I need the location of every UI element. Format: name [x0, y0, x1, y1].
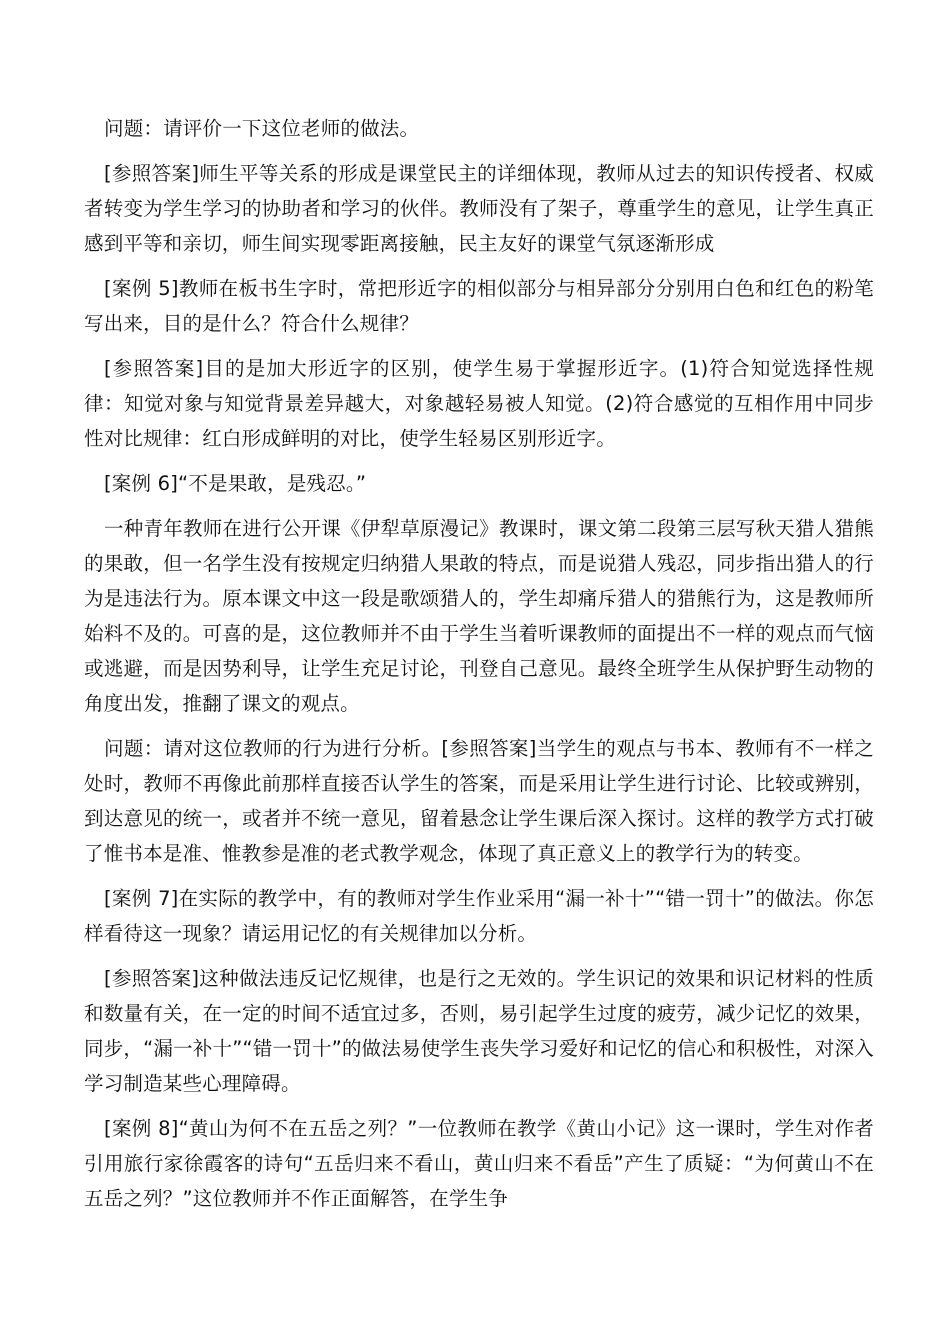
paragraph-question-evaluate: 问题：请评价一下这位老师的做法。: [104, 117, 420, 140]
paragraph-case-5: [案例 5]教师在板书生字时，常把形近字的相似部分与相异部分分别用白色和红色的粉笔写出来，目的是什么？符合什么规律？: [84, 277, 874, 335]
paragraph-case-7: [案例 7]在实际的教学中，有的教师对学生作业采用“漏一补十”“错一罚十”的做法。你怎样看待这一现象？请运用记忆的有关规律加以分析。: [84, 887, 874, 945]
paragraph-case-8: [案例 8]“黄山为何不在五岳之列？”一位教师在教学《黄山小记》这一课时，学生对作者引用旅行家徐霞客的诗句“五岳归来不看山，黄山归来不看岳”产生了质疑：“为何黄山不在五岳之列？”这位教师并不作正面解答，在学生争: [84, 1117, 874, 1210]
paragraph-case-6-body: 一种青年教师在进行公开课《伊犁草原漫记》教课时，课文第二段第三层写秋天猎人猎熊的果敢，但一名学生没有按规定归纳猎人果敢的特点，而是说猎人残忍，同步指出猎人的行为是违法行为。原本课文中这一段是歌颂猎人的，学生却痛斥猎人的猎熊行为，这是教师所始料不及的。可喜的是，这位教师并不由于学生当着听课教师的面提出不一样的观点而气恼或逃避，而是因势利导，让学生充足讨论，刊登自己意见。最终全班学生从保护野生动物的角度出发，推翻了课文的观点。: [84, 517, 874, 715]
document-body: [84, 111, 874, 1226]
paragraph-case-6-title: [案例 6]“不是果敢，是残忍。”: [104, 472, 367, 495]
paragraph-answer-democracy: [参照答案]师生平等关系的形成是课堂民主的详细体现，教师从过去的知识传授者、权威者转变为学生学习的协助者和学习的伙伴。教师没有了架子，尊重学生的意见，让学生真正感到平等和亲切，师生间实现零距离接触，民主友好的课堂气氛逐渐形成: [84, 162, 874, 255]
paragraph-answer-case-6: 问题：请对这位教师的行为进行分析。[参照答案]当学生的观点与书本、教师有不一样之处时，教师不再像此前那样直接否认学生的答案，而是采用让学生进行讨论、比较或辨别，到达意见的统一，或者并不统一意见，留着悬念让学生课后深入探讨。这样的教学方式打破了惟书本是准、惟教参是准的老式教学观念，体现了真正意义上的教学行为的转变。: [84, 737, 874, 865]
paragraph-answer-case-7: [参照答案]这种做法违反记忆规律，也是行之无效的。学生识记的效果和识记材料的性质和数量有关，在一定的时间不适宜过多，否则，易引起学生过度的疲劳，减少记忆的效果，同步，“漏一补十”“错一罚十”的做法易使学生丧失学习爱好和记忆的信心和积极性，对深入学习制造某些心理障碍。: [84, 967, 874, 1095]
paragraph-answer-case-5: [参照答案]目的是加大形近字的区别，使学生易于掌握形近字。(1)符合知觉选择性规律：知觉对象与知觉背景差异越大，对象越轻易被人知觉。(2)符合感觉的互相作用中同步性对比规律：红白形成鲜明的对比，使学生轻易区别形近字。: [84, 357, 874, 450]
